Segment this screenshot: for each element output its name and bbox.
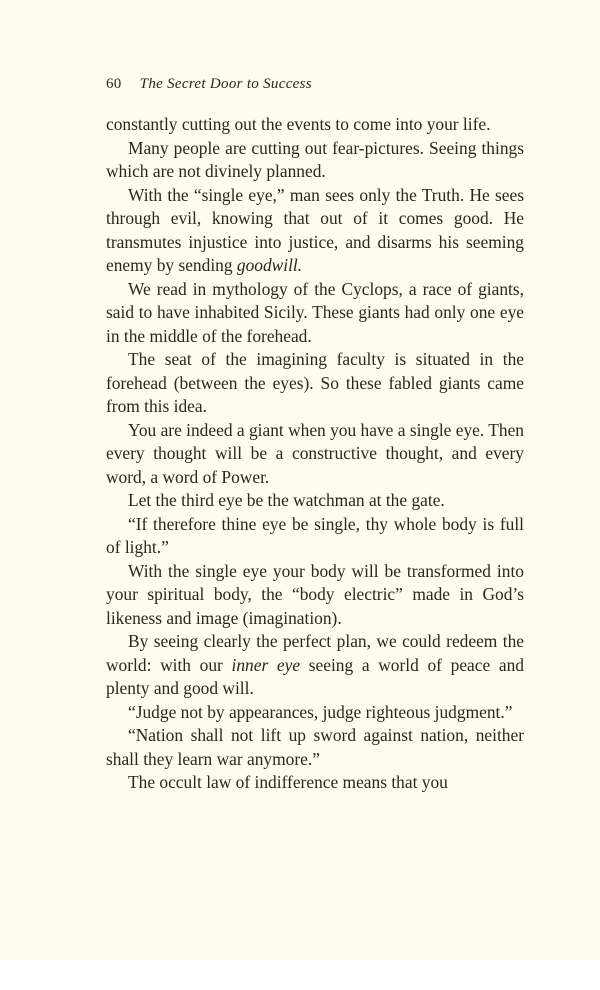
paragraph: Let the third eye be the watchman at the gate.: [128, 490, 445, 510]
emphasized-text: inner eye: [231, 654, 301, 675]
paragraph: With the single eye your body will be transformed into your spiritual body, the “body electric” made in God’s likeness and image (imagination).: [106, 560, 524, 628]
paragraph: The occult law of indifference means that you: [128, 772, 448, 792]
paragraph: You are indeed a giant when you have a single eye. Then every thought will be a constructive thought, and every word, a word of Power.: [106, 419, 524, 487]
paragraph: Many people are cutting out fear-pictures. Seeing things which are not divinely planned.: [106, 137, 524, 181]
paragraph: We read in mythology of the Cyclops, a race of giants, said to have inhabited Sicily. These giants had only one eye in the middle of the forehead.: [106, 278, 524, 346]
page-header: [106, 76, 312, 93]
paragraph-text: seeing a world of peace and plenty and good will.: [106, 654, 524, 698]
running-title: The Secret Door to Success: [139, 76, 312, 92]
paragraph: “Nation shall not lift up sword against nation, neither shall they learn war anymore.”: [106, 725, 524, 769]
paragraph-text: With the “single eye,” man sees only the Truth. He sees through evil, knowing that out of it comes good. He transmutes injustice into justice, and disarms his seeming enemy by sending: [106, 184, 524, 275]
body-text: [106, 113, 524, 795]
page-number: 60: [106, 76, 122, 92]
paragraph: [106, 184, 524, 278]
paragraph: The seat of the imagining faculty is situated in the forehead (between the eyes). So these fabled giants came from this idea.: [106, 349, 524, 416]
paragraph: “Judge not by appearances, judge righteous judgment.”: [128, 701, 513, 722]
paragraph: “If therefore thine eye be single, thy whole body is full of light.”: [106, 513, 524, 557]
emphasized-text: goodwill.: [236, 255, 303, 275]
paragraph: constantly cutting out the events to come into your life.: [106, 114, 491, 134]
paragraph: [106, 630, 524, 701]
paragraph-text: By seeing clearly the perfect plan, we could redeem the world: with our: [106, 631, 524, 675]
